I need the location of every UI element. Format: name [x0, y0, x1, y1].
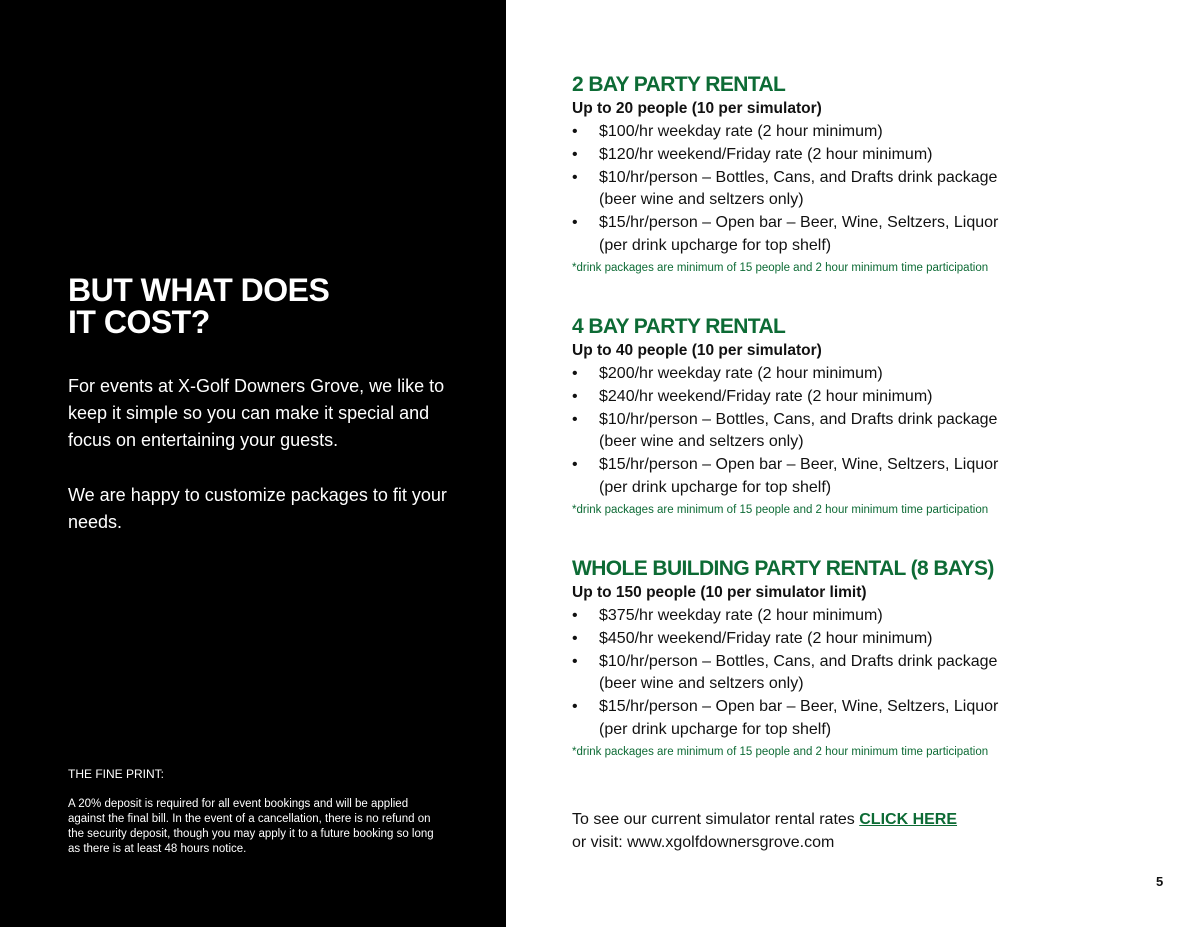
- section-2-bay: [572, 73, 1132, 275]
- drink-package-note: *drink packages are minimum of 15 people and 2 hour minimum time participation: [572, 503, 989, 516]
- item-text: $15/hr/person – Open bar – Beer, Wine, Seltzers, Liquor: [599, 698, 999, 716]
- list-item: [572, 167, 1132, 213]
- bullet: •: [572, 607, 578, 624]
- item-subtext: (beer wine and seltzers only): [599, 433, 804, 451]
- list-item: [572, 212, 1132, 258]
- intro-paragraph: For events at X-Golf Downers Grove, we like to keep it simple so you can make it special and focus on entertaining your guests.: [68, 376, 445, 450]
- list-item: [572, 363, 1132, 386]
- item-subtext: (beer wine and seltzers only): [599, 191, 804, 209]
- item-text: $240/hr weekend/Friday rate (2 hour minimum): [599, 387, 933, 405]
- list-item: [572, 628, 1132, 651]
- item-subtext: (per drink upcharge for top shelf): [599, 478, 832, 496]
- section-title: WHOLE BUILDING PARTY RENTAL (8 BAYS): [572, 557, 994, 580]
- section-4-bay: [572, 315, 1132, 517]
- item-text: $15/hr/person – Open bar – Beer, Wine, Seltzers, Liquor: [599, 214, 999, 232]
- price-list: [572, 605, 1132, 742]
- section-title: 4 BAY PARTY RENTAL: [572, 315, 786, 338]
- page-heading: [68, 274, 329, 338]
- section-title: 2 BAY PARTY RENTAL: [572, 73, 786, 96]
- list-item: [572, 121, 1132, 144]
- bullet: •: [572, 214, 578, 232]
- bullet: •: [572, 387, 578, 405]
- bullet: •: [572, 145, 578, 163]
- rates-text: To see our current simulator rental rates: [572, 811, 855, 828]
- item-text: $10/hr/person – Bottles, Cans, and Drafts drink package: [599, 652, 998, 670]
- bullet: •: [572, 410, 578, 428]
- item-text: $100/hr weekday rate (2 hour minimum): [599, 123, 883, 140]
- fine-print-body: A 20% deposit is required for all event bookings and will be applied against the final bill. In the event of a cancellation, there is no refund on the security deposit, though you may apply it to a future booking so long as there is at least 48 hours notice.: [68, 798, 434, 855]
- fine-print-title: THE FINE PRINT:: [68, 767, 165, 781]
- item-subtext: (beer wine and seltzers only): [599, 675, 804, 693]
- section-subtitle: Up to 150 people (10 per simulator limit): [572, 584, 867, 601]
- drink-package-note: *drink packages are minimum of 15 people and 2 hour minimum time participation: [572, 745, 989, 758]
- item-text: $10/hr/person – Bottles, Cans, and Drafts drink package: [599, 168, 998, 186]
- price-list: [572, 363, 1132, 500]
- section-subtitle: Up to 20 people (10 per simulator): [572, 100, 822, 117]
- bullet: •: [572, 456, 578, 474]
- item-text: $120/hr weekend/Friday rate (2 hour minimum): [599, 145, 933, 163]
- item-text: $15/hr/person – Open bar – Beer, Wine, Seltzers, Liquor: [599, 456, 999, 474]
- page-number: 5: [1156, 874, 1164, 889]
- price-list: [572, 121, 1132, 258]
- bullet: •: [572, 365, 578, 382]
- visit-text: or visit: www.xgolfdownersgrove.com: [572, 834, 835, 851]
- heading-line-2: IT COST?: [68, 304, 210, 340]
- customize-paragraph: We are happy to customize packages to fit your needs.: [68, 485, 447, 532]
- list-item: [572, 144, 1132, 167]
- rates-footer: [572, 808, 957, 854]
- heading-line-1: BUT WHAT DOES: [68, 272, 330, 308]
- click-here-link[interactable]: CLICK HERE: [859, 811, 958, 828]
- list-item: [572, 651, 1132, 697]
- left-panel: [0, 0, 506, 927]
- list-item: [572, 605, 1132, 628]
- list-item: [572, 454, 1132, 500]
- bullet: •: [572, 698, 578, 716]
- section-subtitle: Up to 40 people (10 per simulator): [572, 342, 822, 359]
- item-subtext: (per drink upcharge for top shelf): [599, 720, 832, 738]
- bullet: •: [572, 629, 578, 647]
- item-text: $10/hr/person – Bottles, Cans, and Drafts drink package: [599, 410, 998, 428]
- item-text: $200/hr weekday rate (2 hour minimum): [599, 365, 883, 382]
- section-whole-building: [572, 557, 1132, 759]
- list-item: [572, 409, 1132, 455]
- list-item: [572, 696, 1132, 742]
- item-text: $450/hr weekend/Friday rate (2 hour minimum): [599, 629, 933, 647]
- bullet: •: [572, 168, 578, 186]
- bullet: •: [572, 123, 578, 140]
- list-item: [572, 386, 1132, 409]
- drink-package-note: *drink packages are minimum of 15 people and 2 hour minimum time participation: [572, 261, 989, 274]
- bullet: •: [572, 652, 578, 670]
- item-subtext: (per drink upcharge for top shelf): [599, 236, 832, 254]
- item-text: $375/hr weekday rate (2 hour minimum): [599, 607, 883, 624]
